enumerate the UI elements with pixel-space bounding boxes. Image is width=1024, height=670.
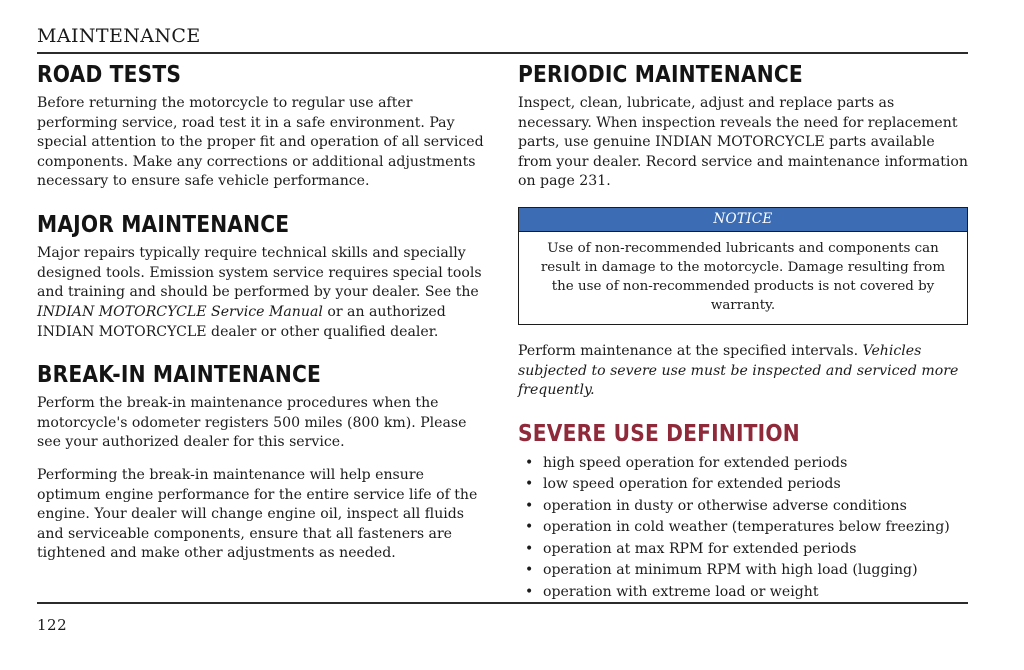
text-run: Perform the break-in maintenance procedures when the motorcycle's odometer registers 500 miles (800 km). Please see your authorized dealer for this service. [37,395,467,451]
text-run: Before returning the motorcycle to regular use after performing service, road test it in a safe environment. Pay special attention to the proper fit and operation of all serviced components. Make any corrections or additional adjustments necessary to ensure safe vehicle performance. [37,95,484,190]
list-item [518,582,968,604]
list-item [518,474,968,496]
header-rule [37,52,968,54]
bullet-icon: • [525,583,534,600]
text-run-italic: Vehicles subjected to severe use must be inspected and serviced more frequently. [518,343,959,399]
bullet-icon: • [525,454,534,471]
severe-use-bullet-list [518,453,968,604]
text-run-italic: INDIAN MOTORCYCLE Service Manual [37,303,323,320]
paragraph-periodic-maintenance: Inspect, clean, lubricate, adjust and replace parts as necessary. When inspection reveals the need for replacement parts, use genuine INDIAN MOTORCYCLE parts available from your dealer. Record service and maintenance information on page 231. [518,95,968,190]
bullet-icon: • [525,519,534,536]
paragraph-break-in-1 [37,394,487,453]
paragraph-road-tests [37,94,487,192]
text-run: or an authorized INDIAN MOTORCYCLE dealer or other qualified dealer. [37,303,446,340]
section-heading-road-tests: ROAD TESTS [37,61,182,88]
paragraph-break-in-2 [37,466,487,564]
footer-rule [37,602,968,604]
list-item-label: operation with extreme load or weight [543,583,819,600]
notice-box-label: NOTICE [519,208,967,232]
section-heading-major-maintenance: MAJOR MAINTENANCE [37,212,290,238]
paragraph-maintenance-intervals [518,342,968,401]
paragraph-major-maintenance [37,244,487,342]
bullet-icon: • [525,476,534,493]
running-header: MAINTENANCE [37,25,201,47]
list-item-label: operation in cold weather (temperatures below freezing) [543,519,950,536]
section-periodic-maintenance [518,63,968,192]
list-item [518,496,968,518]
section-heading-break-in-maintenance: BREAK-IN MAINTENANCE [37,362,322,389]
list-item [518,517,968,539]
list-item-label: high speed operation for extended periods [543,454,848,471]
text-run: Perform maintenance at the specified intervals. [518,343,863,359]
bullet-icon: • [525,562,534,579]
section-break-in-maintenance [37,363,487,564]
list-item-label: operation in dusty or otherwise adverse conditions [543,497,907,514]
notice-box [518,207,968,325]
two-column-layout [37,63,968,604]
list-item [518,560,968,582]
list-item-label: low speed operation for extended periods [543,476,841,493]
page-footer [37,602,968,634]
page-number: 122 [37,616,68,634]
text-run: Major repairs typically require technical skills and specially designed tools. Emission system service requires special tools and training and should be performed by your dealer. See the [37,245,482,301]
section-severe-use-definition [518,422,968,604]
section-road-tests [37,63,487,192]
list-item [518,453,968,475]
left-column [37,63,487,564]
right-column [518,63,968,604]
list-item-label: operation at max RPM for extended periods [543,540,857,557]
list-item-label: operation at minimum RPM with high load (lugging) [543,562,918,579]
section-heading-periodic-maintenance: PERIODIC MAINTENANCE [518,61,803,88]
notice-box-text: Use of non-recommended lubricants and components can result in damage to the motorcycle. Damage resulting from the use of non-recommended products is not covered by warranty. [540,241,946,313]
text-run: Performing the break-in maintenance will help ensure optimum engine performance for the entire service life of the engine. Your dealer will change engine oil, inspect all fluids and serviceable components, ensure that all fasteners are tightened and make other adjustments as needed. [37,467,478,562]
page-content-area [37,26,968,626]
list-item [518,539,968,561]
section-major-maintenance [37,213,487,342]
section-heading-severe-use-definition: SEVERE USE DEFINITION [518,420,800,447]
bullet-icon: • [525,497,534,514]
bullet-icon: • [525,540,534,557]
